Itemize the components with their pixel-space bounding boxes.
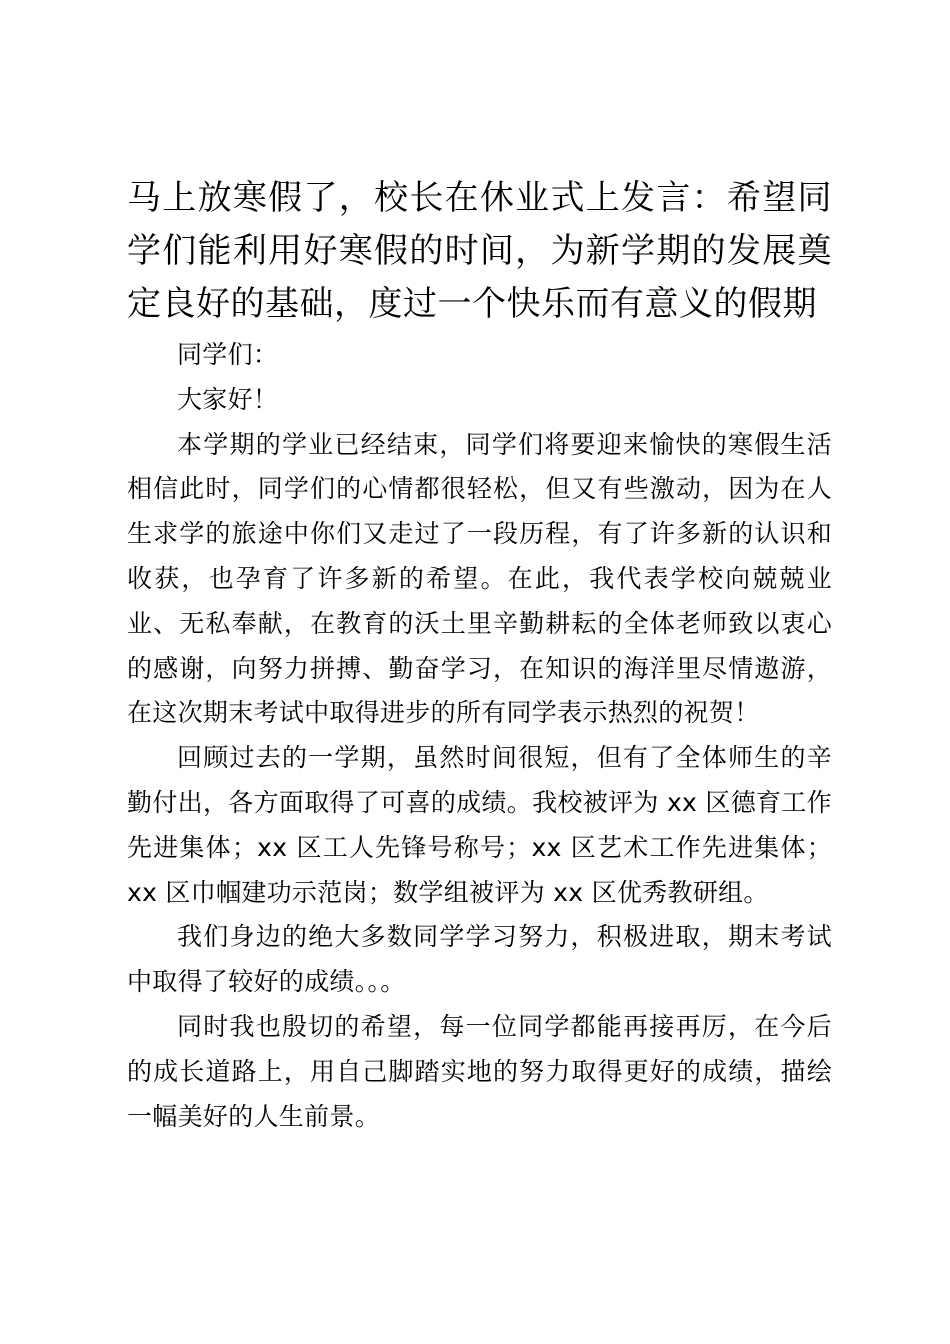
salutation: 同学们： xyxy=(177,340,279,369)
document-title: 马上放寒假了，校长在休业式上发言：希望同学们能利用好寒假的时间，为新学期的发展奠定良好的基础，度过一个快乐而有意义的假期 xyxy=(127,178,832,324)
body-paragraph-3: 我们身边的绝大多数同学学习努力，积极进取，期末考试中取得了较好的成绩。。。 xyxy=(127,922,832,997)
body-paragraph-1: 本学期的学业已经结束，同学们将要迎来愉快的寒假生活相信此时，同学们的心情都很轻松，但又有些激动，因为在人生求学的旅途中你们又走过了一段历程，有了许多新的认识和收获，也孕育了许多新的希望。在此，我代表学校向兢兢业业、无私奉献，在教育的沃土里辛勤耕耘的全体老师致以衷心的感谢，向努力拼搏、勤奋学习，在知识的海洋里尽情遨游，在这次期末考试中取得进步的所有同学表示热烈的祝贺！ xyxy=(127,429,832,728)
body-paragraph-2: 回顾过去的一学期，虽然时间很短，但有了全体师生的辛勤付出，各方面取得了可喜的成绩。我校被评为 xx 区德育工作先进集体；xx 区工人先锋号称号；xx 区艺术工作先进集体；xx 区巾帼建功示范岗；数学组被评为 xx 区优秀教研组。 xyxy=(127,743,832,907)
document-page xyxy=(127,172,832,1139)
greeting: 大家好！ xyxy=(177,384,279,414)
body-paragraph-4: 同时我也殷切的希望，每一位同学都能再接再厉，在今后的成长道路上，用自己脚踏实地的努力取得更好的成绩，描绘一幅美好的人生前景。 xyxy=(127,1011,832,1131)
